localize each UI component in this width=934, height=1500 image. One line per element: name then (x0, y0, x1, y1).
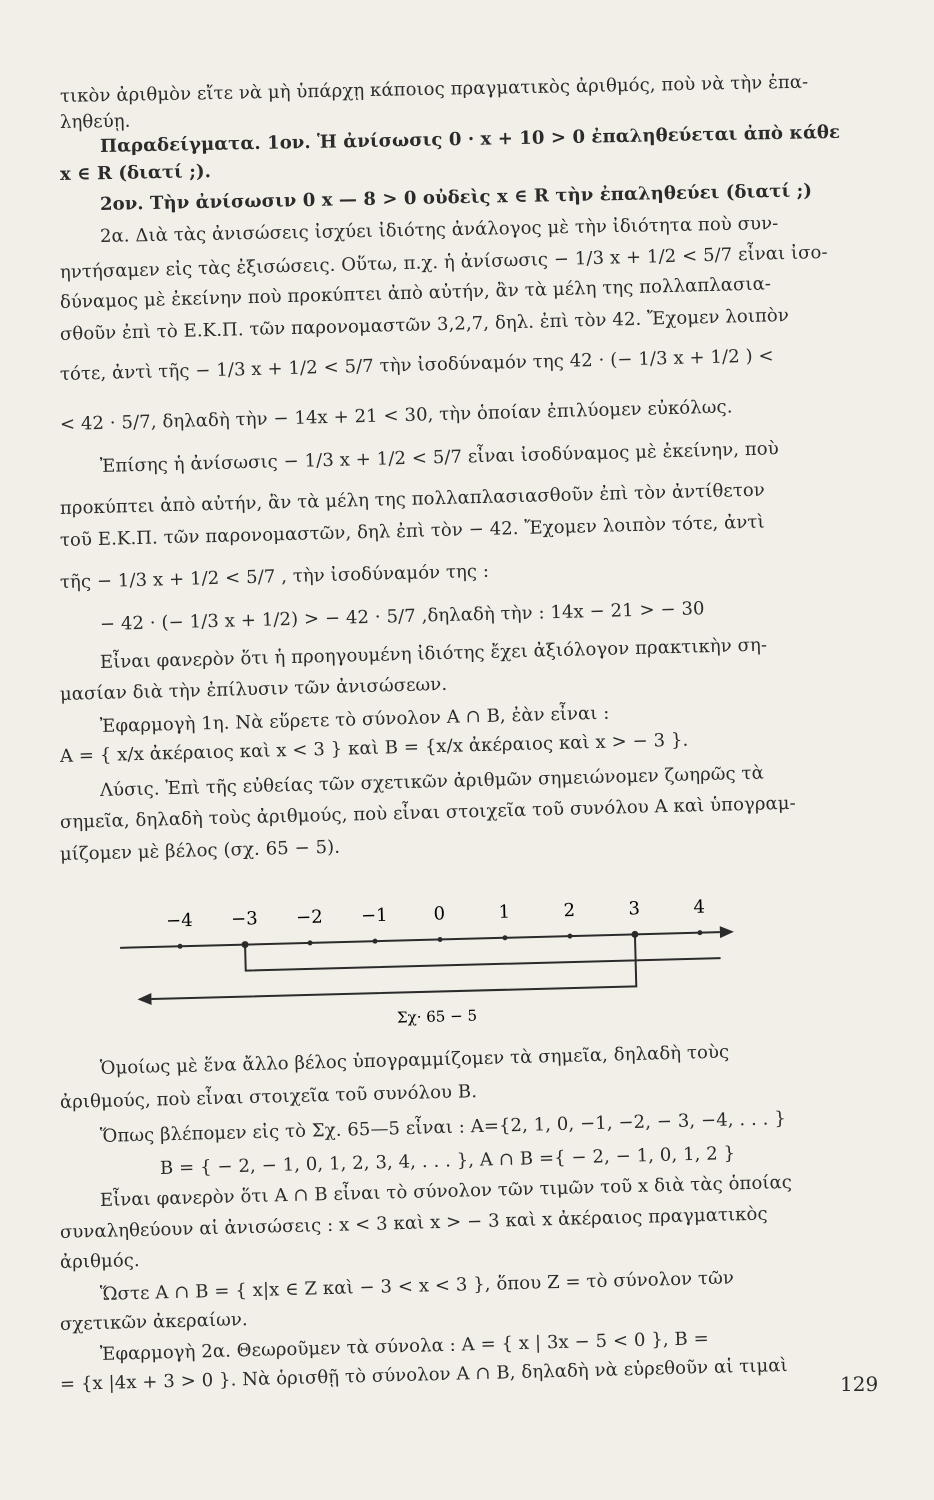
application-heading: Ἐφαρμογὴ 2α. Θεωροῦμεν τὰ σύνολα : A = { x | 3x − 5 < 0 }, B = (99, 1328, 710, 1365)
text-line: Ἐπίσης ἡ ἀνίσωσις − 1/3 x + 1/2 < 5/7 εἶναι ἰσοδύναμος μὲ ἐκείνην, ποὺ (99, 438, 780, 477)
tick-label: −1 (360, 904, 388, 927)
text-line: προκύπτει ἀπὸ αὐτήν, ἂν τὰ μέλη της πολλαπλασιασθοῦν ἐπὶ τὸν ἀντίθετον (59, 479, 766, 519)
text-line: σημεῖα, δηλαδὴ τοὺς ἀριθμούς, ποὺ εἶναι στοιχεῖα τοῦ συνόλου A καὶ ὑπογραμ- (59, 792, 797, 833)
tick-label: 0 (433, 903, 446, 925)
text-line: − 42 · (− 1/3 x + 1/2) > − 42 · 5/7 ,δηλαδὴ τὴν : 14x − 21 > − 30 (99, 598, 705, 635)
text-line: σχετικῶν ἀκεραίων. (59, 1309, 248, 1335)
text-line: ἀριθμός. (59, 1249, 141, 1273)
tick-label: −4 (165, 909, 193, 932)
tick-label: −2 (295, 906, 323, 929)
text-line: x ∈ R (διατί ;). (59, 161, 212, 185)
figure-caption: Σχ· 65 − 5 (396, 1006, 478, 1027)
tick-label: 2 (563, 899, 576, 922)
text-line: ἀριθμούς, ποὺ εἶναι στοιχεῖα τοῦ συνόλου B. (59, 1081, 478, 1113)
number-axis (120, 932, 720, 948)
text-line: σθοῦν ἐπὶ τὸ Ε.Κ.Π. τῶν παρονομαστῶν 3,2,7, δηλ. ἐπὶ τὸν 42. Ἔχομεν λοιπὸν (59, 304, 790, 345)
text-line: μασίαν διὰ τὴν ἐπίλυσιν τῶν ἀνισώσεων. (59, 673, 448, 705)
text-line: = {x |4x + 3 > 0 }. Νὰ ὁρισθῇ τὸ σύνολον A ∩ B, δηλαδὴ νὰ εὑρεθοῦν αἱ τιμαὶ (59, 1354, 788, 1395)
number-line-figure (100, 880, 740, 1030)
text-line: ηντήσαμεν εἰς τὰς ἐξισώσεις. Οὕτω, π.χ. ἡ ἀνίσωσις − 1/3 x + 1/2 < 5/7 εἶναι ἰσο- (59, 241, 828, 283)
text-line: Εἶναι φανερὸν ὅτι A ∩ B εἶναι τὸ σύνολον τῶν τιμῶν τοῦ x διὰ τὰς ὁποίας (99, 1171, 793, 1211)
text-line: τοῦ Ε.Κ.Π. τῶν παρονομαστῶν, δηλ ἐπὶ τὸν − 42. Ἔχομεν λοιπὸν τότε, ἀντὶ (59, 511, 765, 551)
text-line: B = { − 2, − 1, 0, 1, 2, 3, 4, . . . }, A ∩ B ={ − 2, − 1, 0, 1, 2 } (159, 1142, 736, 1179)
tick-label: −3 (230, 908, 258, 930)
text-line: τικὸν ἀριθμὸν εἴτε νὰ μὴ ὑπάρχῃ κάποιος πραγματικὸς ἀριθμός, ποὺ νὰ τὴν ἐπα- (59, 71, 809, 107)
text-line: 2ον. Τὴν ἀνίσωσιν 0 x — 8 > 0 οὐδεὶς x ∈ R τὴν ἐπαληθεύει (διατί ;) (99, 180, 813, 215)
text-line: δύναμος μὲ ἐκείνην ποὺ προκύπτει ἀπὸ αὐτήν, ἂν τὰ μέλη της πολλαπλασια- (59, 273, 772, 313)
application-heading: Ἐφαρμογὴ 1η. Νὰ εὕρετε τὸ σύνολον A ∩ B, ἐὰν εἶναι : (99, 702, 610, 737)
text-line: 2α. Διὰ τὰς ἀνισώσεις ἰσχύει ἰδιότης ἀνάλογος μὲ τὴν ἰδιότητα ποὺ συν- (99, 212, 779, 247)
text-line: Εἶναι φανερὸν ὅτι ἡ προηγουμένη ἰδιότης ἔχει ἀξιόλογον πρακτικὴν ση- (99, 634, 768, 673)
text-line: τῆς − 1/3 x + 1/2 < 5/7 , τὴν ἰσοδύναμόν της : (59, 560, 490, 593)
page-number: 129 (840, 1372, 879, 1396)
tick-label: 4 (693, 896, 706, 918)
text-line: μίζομεν μὲ βέλος (σχ. 65 − 5). (59, 836, 341, 865)
text-line: συναληθεύουν αἱ ἀνισώσεις : x < 3 καὶ x > − 3 καὶ x ἀκέραιος πραγματικὸς (59, 1203, 768, 1243)
tick-label: 1 (498, 901, 511, 923)
text-line: ληθεύῃ. (59, 110, 131, 133)
set-a-arrow-head (137, 993, 151, 1005)
text-line: A = { x/x ἀκέραιος καὶ x < 3 } καὶ B = {x/x ἀκέραιος καὶ x > − 3 }. (59, 729, 689, 767)
text-line: Ὅπως βλέπομεν εἰς τὸ Σχ. 65—5 εἶναι : A={2, 1, 0, −1, −2, − 3, −4, . . . } (99, 1108, 787, 1147)
text-line: Ὥστε A ∩ B = { x|x ∈ Z καὶ − 3 < x < 3 }, ὅπου Z = τὸ σύνολον τῶν (99, 1267, 735, 1305)
axis-arrow-head (720, 926, 734, 938)
text-line: < 42 · 5/7, δηλαδὴ τὴν − 14x + 21 < 30, τὴν ὁποίαν ἐπιλύομεν εὐκόλως. (59, 396, 733, 435)
text-line: τότε, ἀντὶ τῆς − 1/3 x + 1/2 < 5/7 τὴν ἰσοδύναμόν της 42 · (− 1/3 x + 1/2 ) < (59, 345, 774, 385)
text-line: Ὁμοίως μὲ ἕνα ἄλλο βέλος ὑπογραμμίζομεν τὰ σημεῖα, δηλαδὴ τοὺς (99, 1041, 730, 1079)
tick-label: 3 (628, 898, 641, 920)
solution-heading: Λύσις. Ἐπὶ τῆς εὐθείας τῶν σχετικῶν ἀριθμῶν σημειώνομεν ζωηρῶς τὰ (99, 762, 765, 801)
example-heading: Παραδείγματα. 1ον. Ἡ ἀνίσωσις 0 · x + 10 > 0 ἐπαληθεύεται ἀπὸ κάθε (99, 121, 841, 157)
